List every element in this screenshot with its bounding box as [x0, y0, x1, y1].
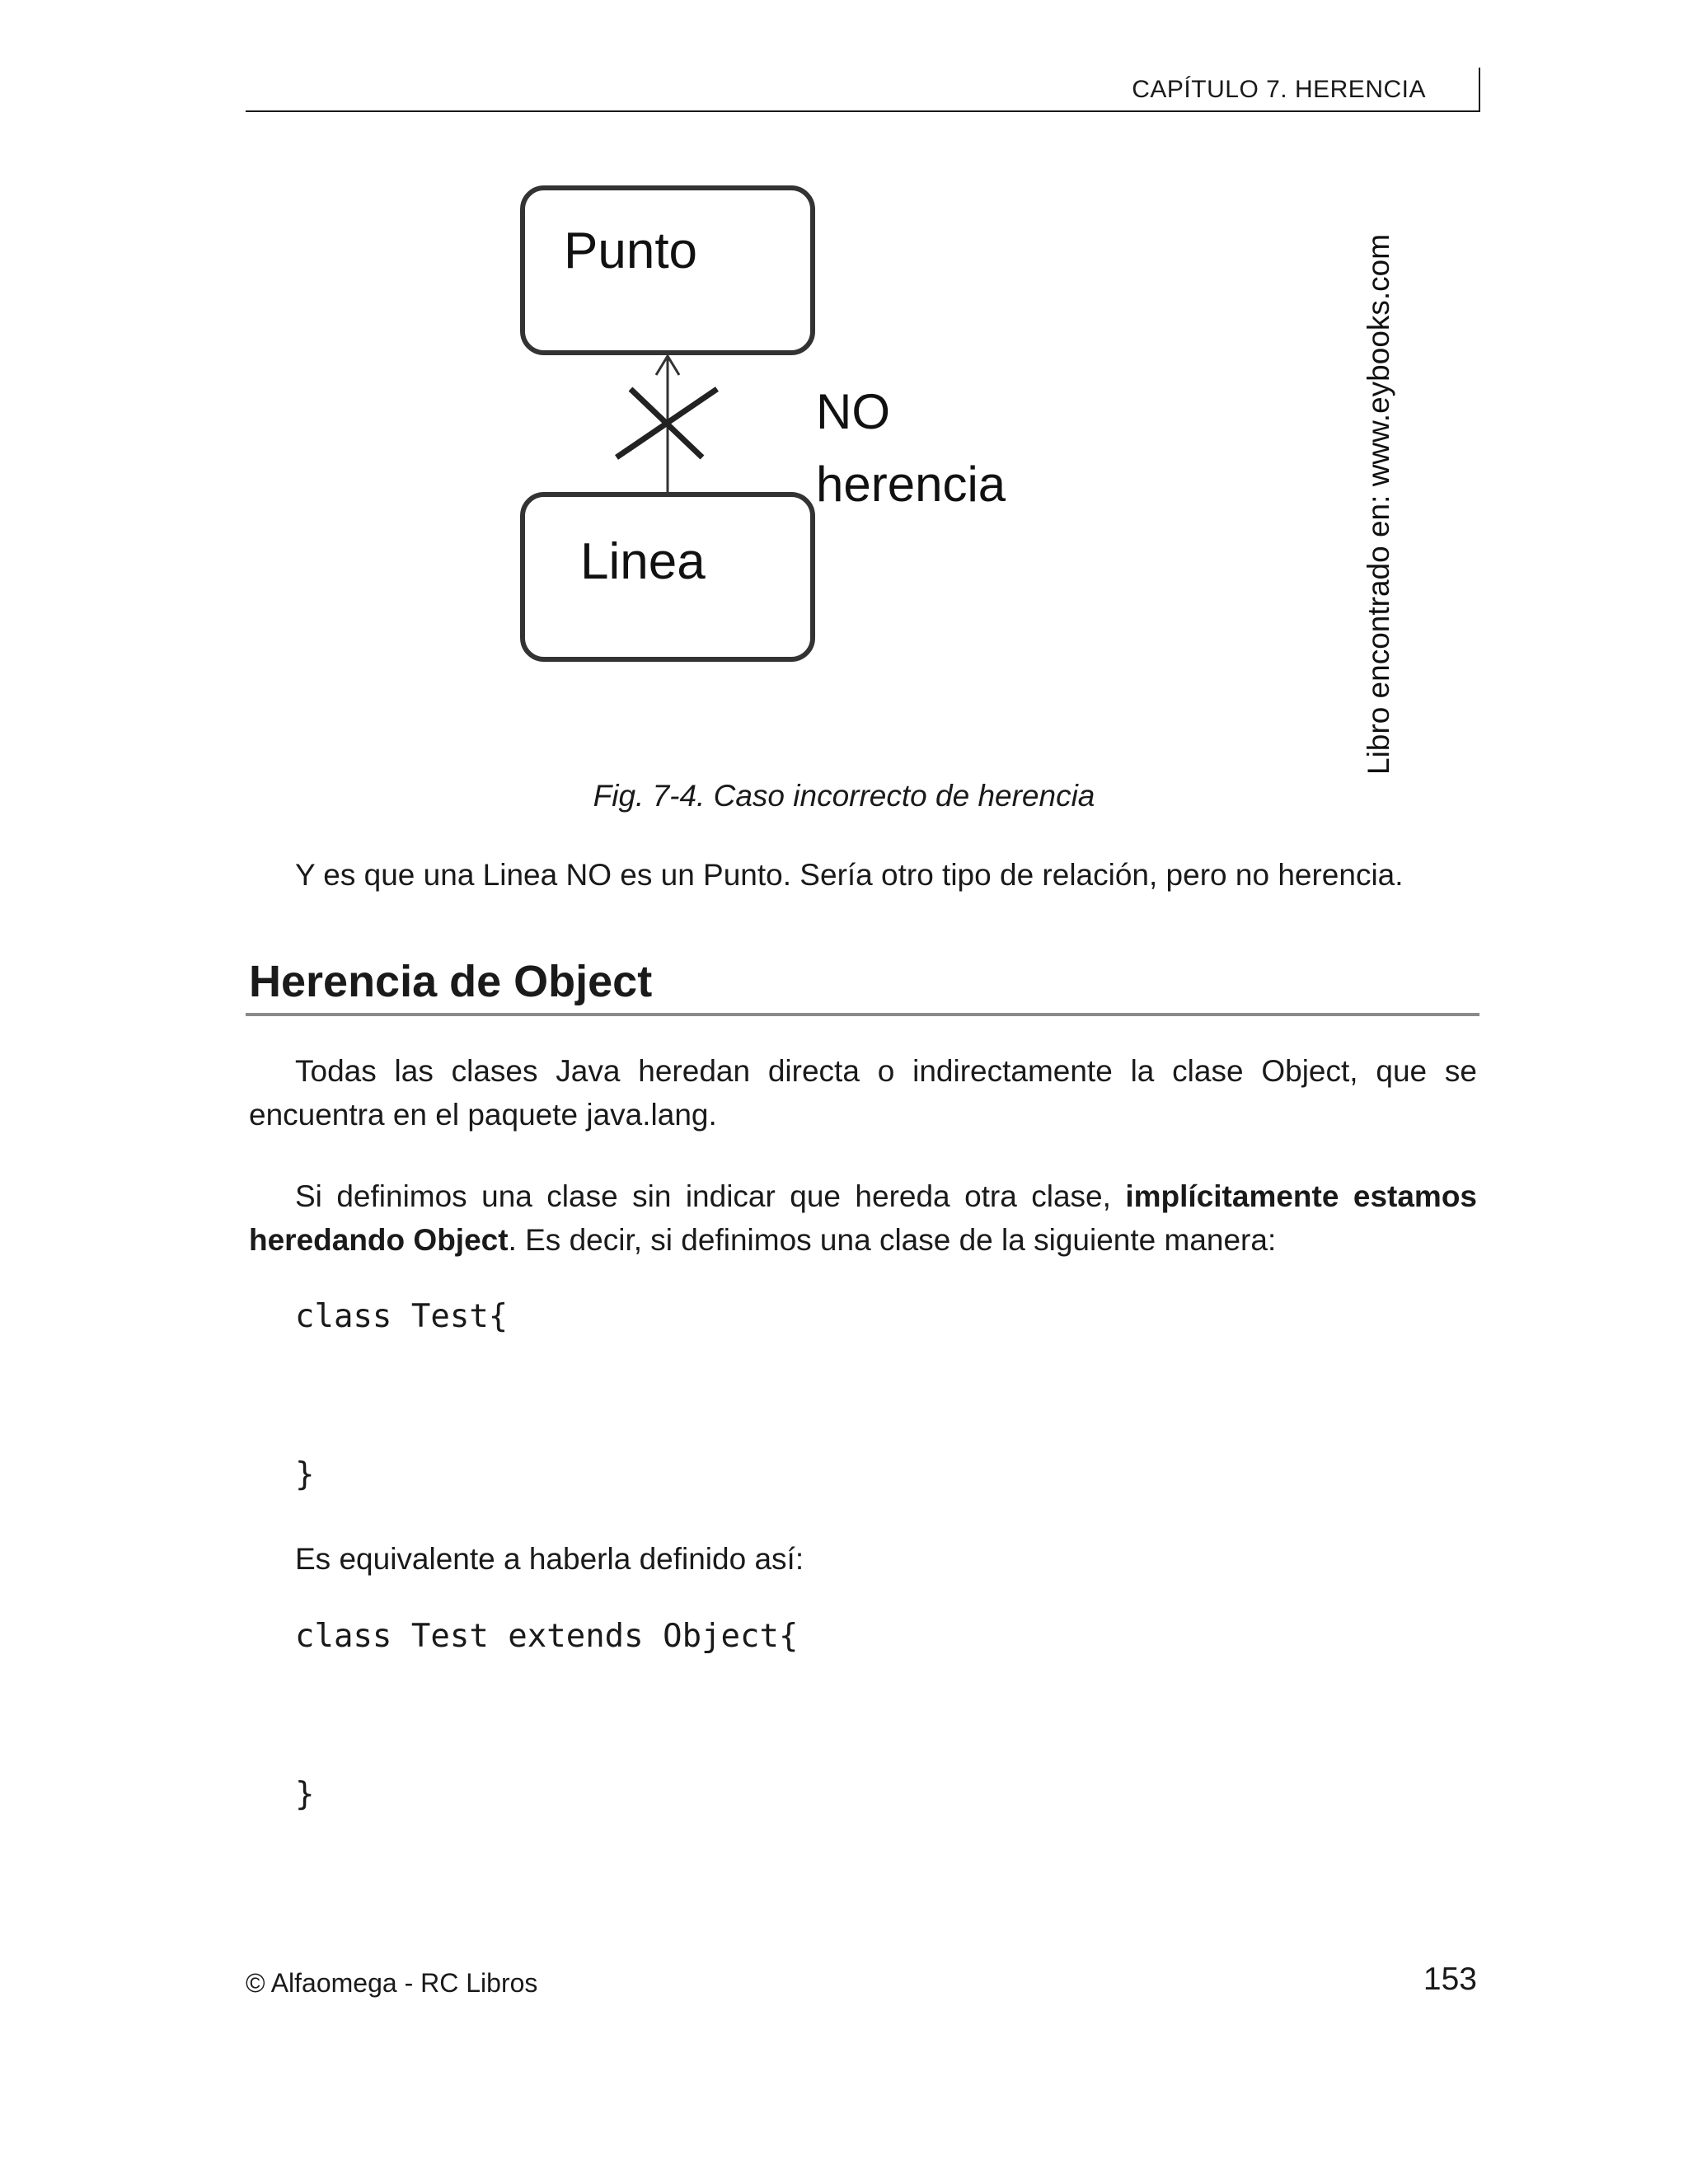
annotation-herencia: herencia — [816, 457, 1006, 512]
class-label-linea: Linea — [580, 533, 706, 590]
code-line-class-test: class Test{ — [295, 1298, 509, 1335]
code-line-closing-brace-2: } — [295, 1776, 315, 1813]
footer-publisher: © Alfaomega - RC Libros — [246, 1968, 538, 1998]
code-line-closing-brace-1: } — [295, 1456, 315, 1493]
watermark: Libro encontrado en: www.eybooks.com — [1362, 233, 1395, 775]
page-number: 153 — [1423, 1961, 1477, 1997]
running-header: CAPÍTULO 7. HERENCIA — [1132, 76, 1426, 103]
inheritance-diagram — [495, 173, 1071, 684]
paragraph-1: Y es que una Linea NO es un Punto. Sería otro tipo de relación, pero no herencia. — [295, 858, 1404, 892]
header-tick — [1479, 68, 1480, 112]
paragraph-3-text-b: . Es decir, si definimos una clase de la siguiente manera: — [508, 1223, 1277, 1257]
paragraph-3-bold: implícitamente estamos heredando Object — [249, 1179, 1477, 1257]
paragraph-3-text-a: Si definimos una clase sin indicar que hereda otra clase, — [295, 1179, 1126, 1213]
annotation-no: NO — [816, 384, 890, 439]
code-line-class-test-extends: class Test extends Object{ — [295, 1618, 799, 1655]
figure-caption: Fig. 7-4. Caso incorrecto de herencia — [593, 779, 1095, 813]
paragraph-4: Es equivalente a haberla definido así: — [295, 1542, 804, 1576]
paragraph-3 — [249, 1174, 1477, 1262]
header-rule — [246, 110, 1479, 112]
paragraph-2: Todas las clases Java heredan directa o indirectamente la clase Object, que se encuentra en el paquete java.lang. — [249, 1054, 1477, 1132]
section-title: Herencia de Object — [249, 957, 653, 1006]
section-rule — [246, 1013, 1479, 1016]
class-label-punto: Punto — [564, 223, 698, 279]
